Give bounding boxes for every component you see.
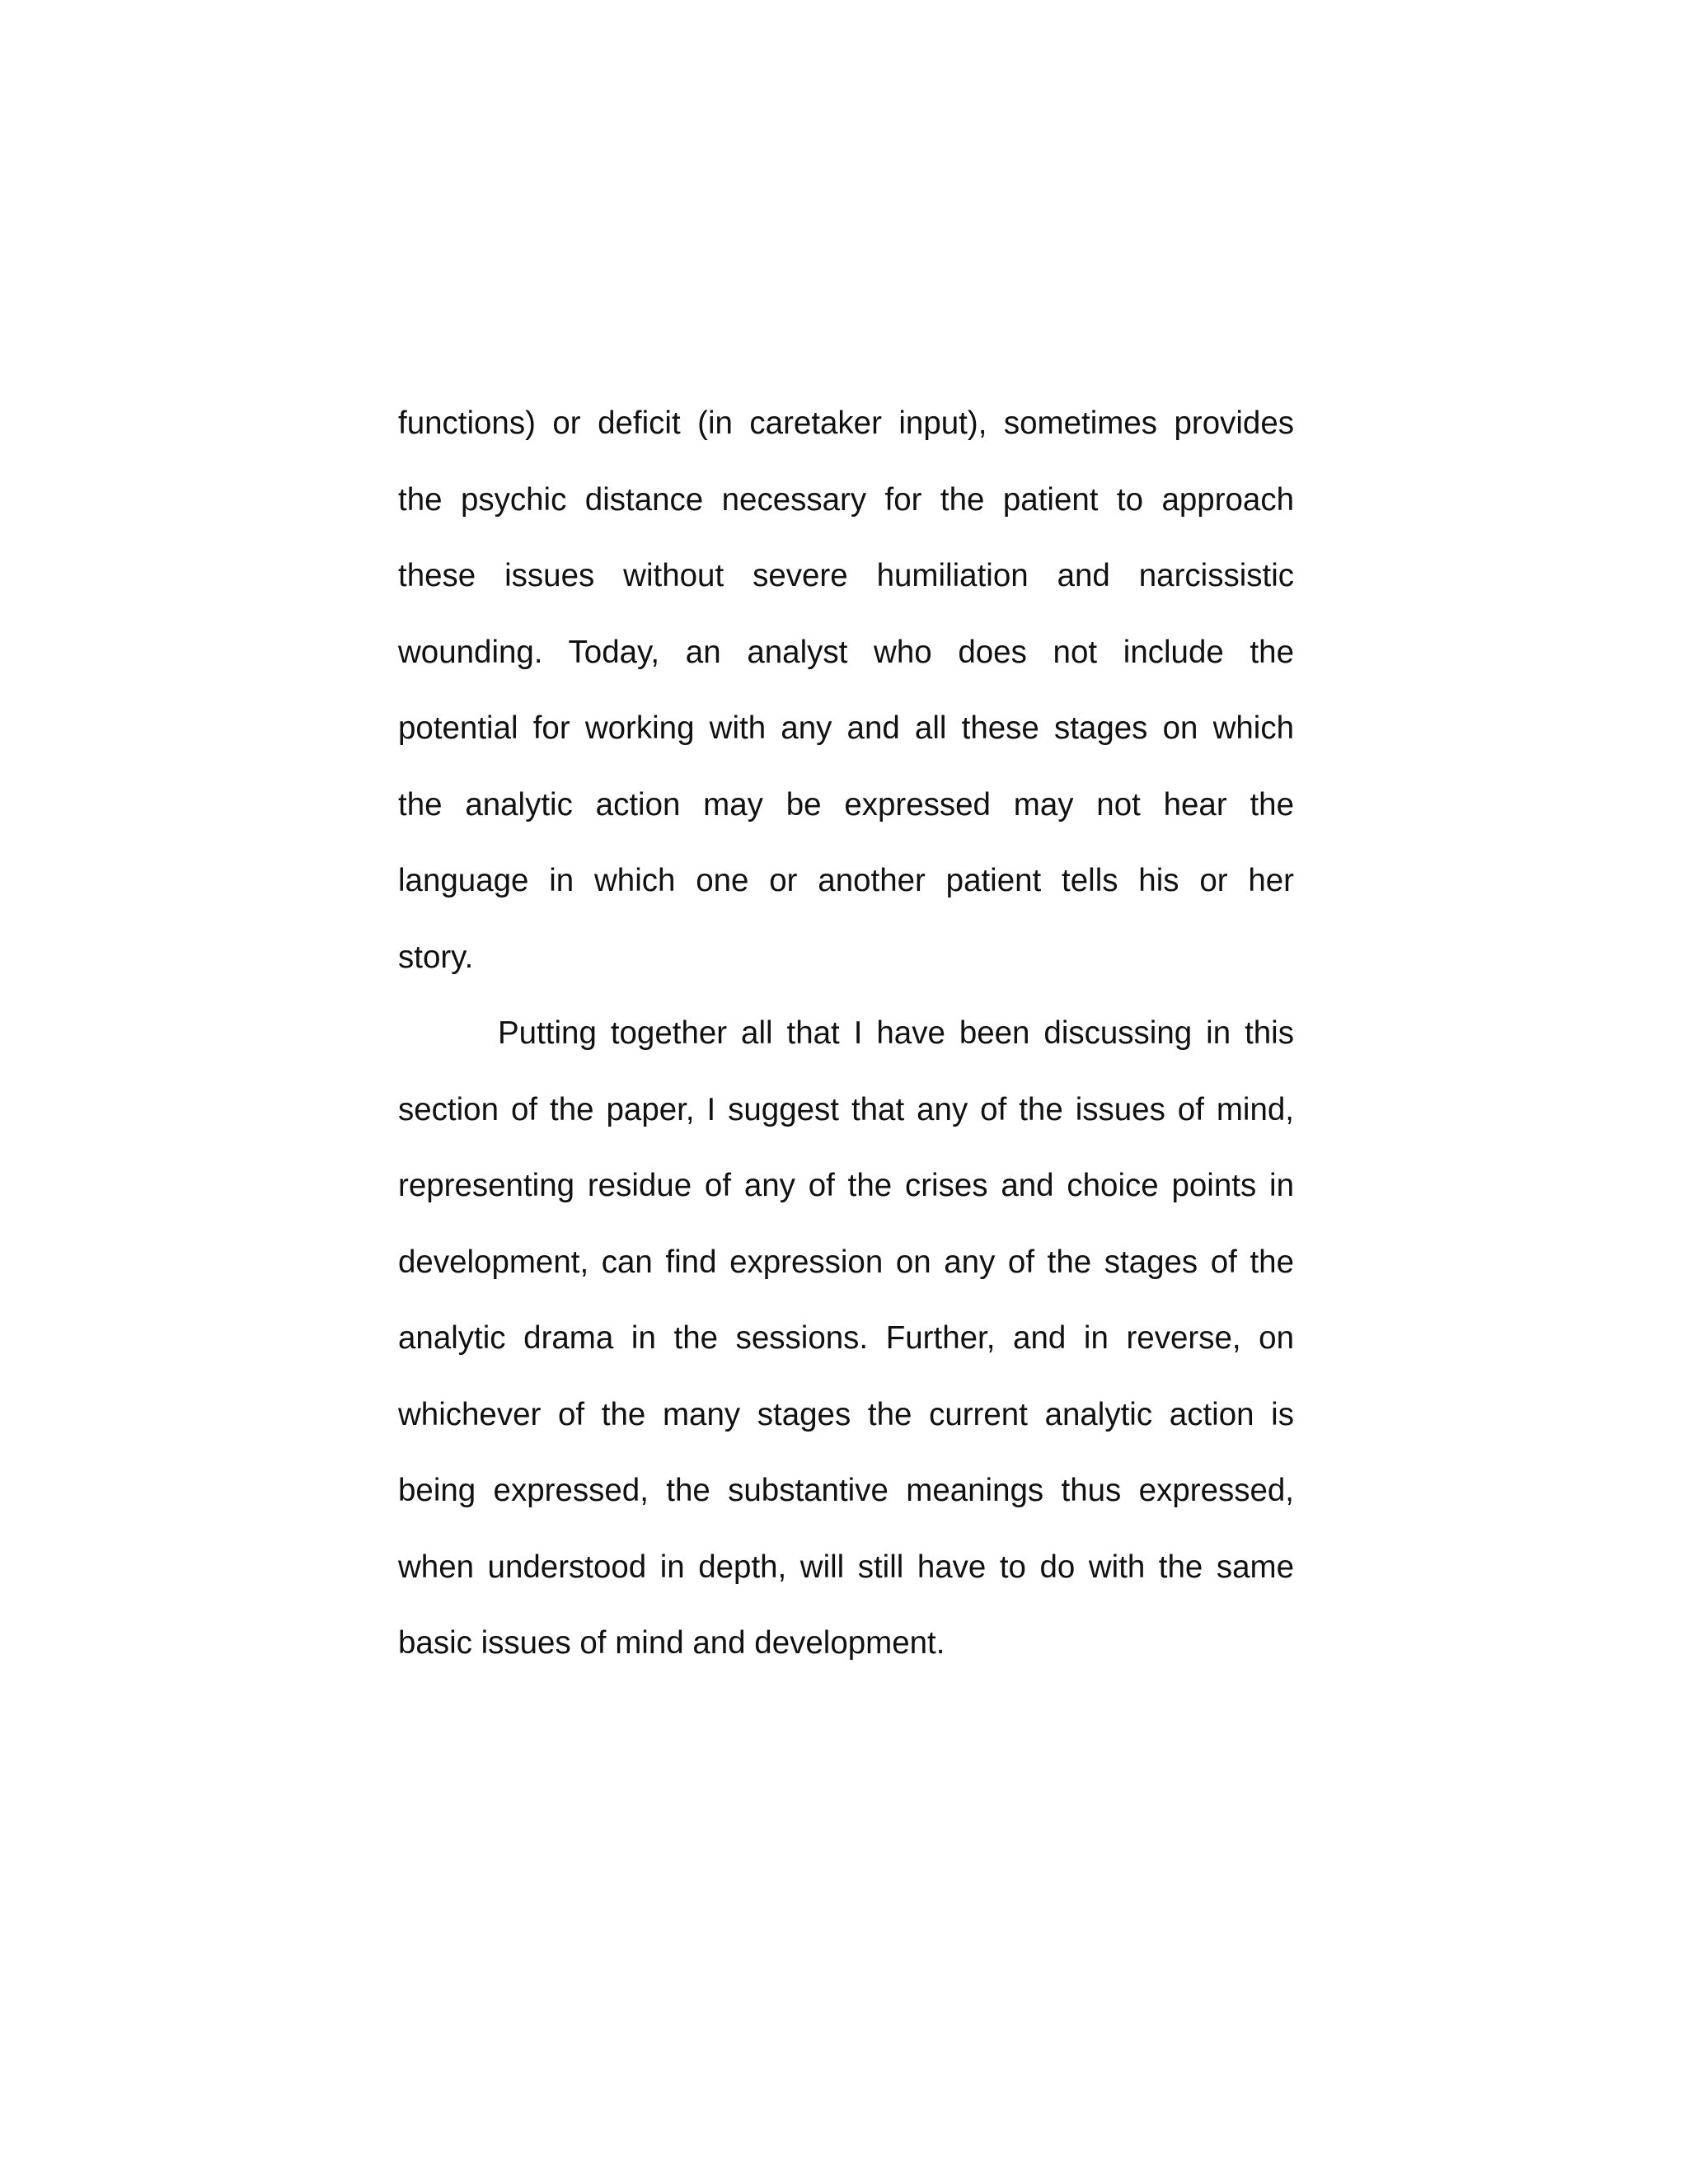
paragraph-line: the analytic action may be expressed may not hear the — [398, 786, 1294, 823]
paragraph-line: Putting together all that I have been discussing in this — [498, 1015, 1294, 1051]
paragraph-line: representing residue of any of the crises and choice points in — [398, 1168, 1294, 1203]
paragraph-line: functions) or deficit (in caretaker input), sometimes provides — [398, 405, 1294, 441]
paragraph-line: these issues without severe humiliation and narcissistic — [398, 558, 1294, 593]
paragraph-line: whichever of the many stages the current analytic action is — [398, 1396, 1294, 1432]
paragraph-line: wounding. Today, an analyst who does not include the — [398, 634, 1294, 670]
body-text — [398, 386, 1294, 1682]
paragraph-line: story. — [398, 939, 474, 975]
paragraph-line: the psychic distance necessary for the patient to approach — [398, 481, 1294, 518]
paragraph-1 — [398, 386, 1294, 996]
paragraph-2 — [398, 996, 1294, 1682]
paragraph-line: section of the paper, I suggest that any of the issues of mind, — [398, 1091, 1294, 1127]
paragraph-line: development, can find expression on any of the stages of the — [398, 1244, 1294, 1280]
paragraph-line: when understood in depth, will still have to do with the same — [398, 1549, 1294, 1585]
paragraph-line: being expressed, the substantive meanings thus expressed, — [398, 1473, 1294, 1508]
paragraph-line: language in which one or another patient tells his or her — [398, 863, 1294, 898]
paragraph-line: basic issues of mind and development. — [398, 1625, 945, 1661]
paragraph-line: analytic drama in the sessions. Further, and in reverse, on — [398, 1320, 1294, 1356]
paragraph-line: potential for working with any and all these stages on which — [398, 710, 1294, 746]
